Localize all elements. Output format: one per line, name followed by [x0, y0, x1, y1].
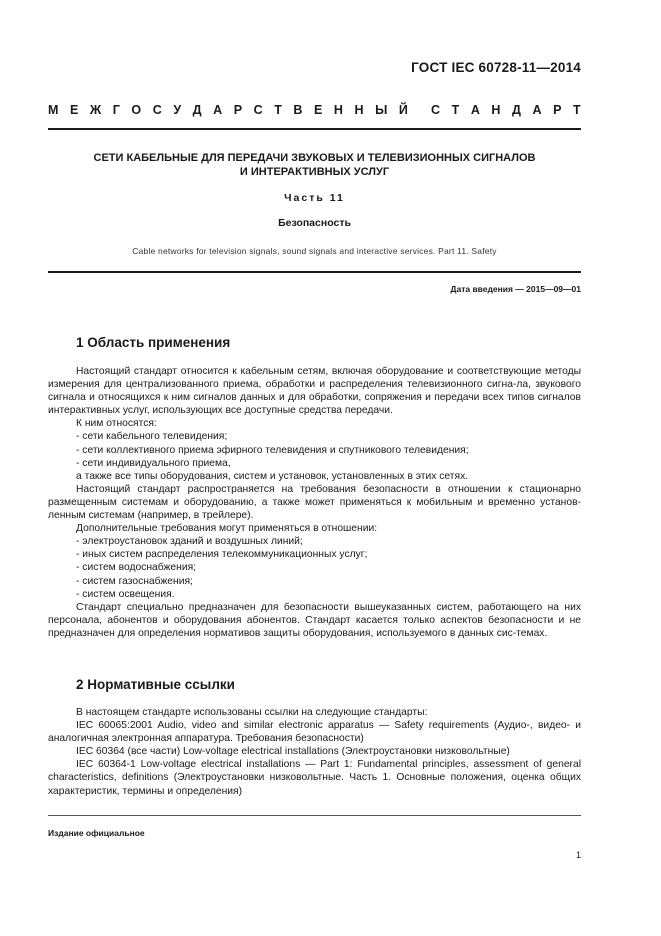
title-line-2: И ИНТЕРАКТИВНЫХ УСЛУГ	[239, 166, 390, 178]
paragraph: IEC 60364 (все части) Low-voltage electrical installations (Электроустановки низковольтные)	[76, 746, 510, 758]
banner-letter: Д	[512, 103, 521, 117]
banner-letter: О	[131, 103, 142, 117]
section-2-heading: 2 Нормативные ссылки	[76, 677, 235, 692]
banner-letter: А	[532, 103, 542, 117]
paragraph: - сети коллективного приема эфирного телевидения и спутникового телевидения;	[76, 444, 469, 456]
banner-letter: С	[431, 103, 441, 117]
paragraph: IEC 60364-1 Low-voltage electrical installations — Part 1: Fundamental principles, assessment of general characteristics, definitions (Электроустановки низковольтные. Часть 1. Основные положения, оценка общих характеристик, термины и определения)	[48, 759, 581, 797]
banner-letter: А	[213, 103, 223, 117]
paragraph: а также все типы оборудования, систем и установок, установленных в этих сетях.	[76, 470, 469, 482]
banner-letter: В	[293, 103, 303, 117]
banner-letter: Н	[333, 103, 343, 117]
paragraph: IEC 60065:2001 Audio, video and similar electronic apparatus — Safety requirements (Аудио-, видео- и аналогичная электронная аппаратура. Требования безопасности)	[48, 720, 581, 745]
banner-letter: М	[48, 103, 59, 117]
banner-letter: Т	[451, 103, 460, 117]
paragraph: Стандарт специально предназначен для безопасности вышеуказанных систем, работающего на них персонала, абонентов и оборудования абонентов. Стандарт касается только аспектов безопасности и не предназначен для определения нормативов защиты оборудования, используемого в данных сис-темах.	[48, 601, 581, 639]
title-line-1: СЕТИ КАБЕЛЬНЫЕ ДЛЯ ПЕРЕДАЧИ ЗВУКОВЫХ И ТЕЛЕВИЗИОННЫХ СИГНАЛОВ	[93, 152, 536, 164]
standard-code: ГОСТ IEC 60728-11—2014	[411, 60, 581, 75]
footer-rule	[48, 815, 581, 816]
paragraph: Настоящий стандарт распространяется на требования безопасности в отношении к стационарно размещенным системам и оборудованию, а также может применяться к мобильным и временно установ-ленным системам (например, в трейлере).	[48, 483, 581, 522]
banner-letter: Й	[398, 103, 408, 117]
banner-letter: У	[173, 103, 182, 117]
banner-letter: Ы	[375, 103, 388, 117]
paragraph: - систем освещения.	[76, 588, 175, 600]
paragraph: - систем газоснабжения;	[76, 575, 193, 587]
header-rule	[48, 128, 581, 130]
section-1-body	[48, 365, 581, 640]
banner-letter: Н	[491, 103, 501, 117]
paragraph: Дополнительные требования могут применяться в отношении:	[76, 523, 378, 535]
banner-letter: Ж	[89, 103, 102, 117]
section-2-body	[48, 706, 581, 798]
banner-letter: С	[253, 103, 263, 117]
section-1-heading: 1 Область применения	[76, 335, 231, 350]
paragraph: - сети индивидуального приема,	[76, 457, 231, 469]
banner-letter: Е	[314, 103, 323, 117]
english-title: Cable networks for television signals, sound signals and interactive services. Part 11. Safety	[132, 246, 497, 256]
banner-letter: Т	[274, 103, 282, 117]
paragraph: - сети кабельного телевидения;	[76, 431, 228, 443]
introduction-date: Дата введения — 2015—09—01	[450, 284, 581, 294]
paragraph: - иных систем распределения телекоммуникационных услуг;	[76, 549, 368, 561]
part-label: Часть 11	[284, 192, 345, 204]
banner-letter: А	[470, 103, 480, 117]
banner-letter: Р	[233, 103, 243, 117]
banner-letter: Д	[192, 103, 202, 117]
paragraph: Настоящий стандарт относится к кабельным сетям, включая оборудование и соответствующие методы измерения для централизованного приема, обработки и распределения телевизионного сигна-ла, звукового сигнала и относящихся к ним сигналов данных и для обработки, сопряжения и передачи всех типов сигналов интерактивных услуг, использующих все доступные средства передачи.	[48, 366, 581, 417]
paragraph: К ним относятся:	[76, 418, 157, 430]
edition-label: Издание официальное	[48, 828, 145, 838]
document-subtitle: Безопасность	[278, 217, 351, 229]
title-rule	[48, 271, 581, 273]
paragraph: В настоящем стандарте использованы ссылки на следующие стандарты:	[76, 707, 428, 718]
banner-letter: Т	[572, 103, 581, 117]
banner-letter: Р	[553, 103, 562, 117]
paragraph: - систем водоснабжения;	[76, 562, 197, 574]
paragraph: - электроустановок зданий и воздушных линий;	[76, 536, 303, 548]
banner-letter: Е	[69, 103, 79, 117]
banner-letter: С	[152, 103, 162, 117]
banner-letter: Г	[112, 103, 120, 117]
interstate-standard-banner	[48, 103, 581, 117]
document-title	[48, 151, 581, 179]
page-number: 1	[575, 850, 581, 860]
banner-letter: Н	[354, 103, 364, 117]
